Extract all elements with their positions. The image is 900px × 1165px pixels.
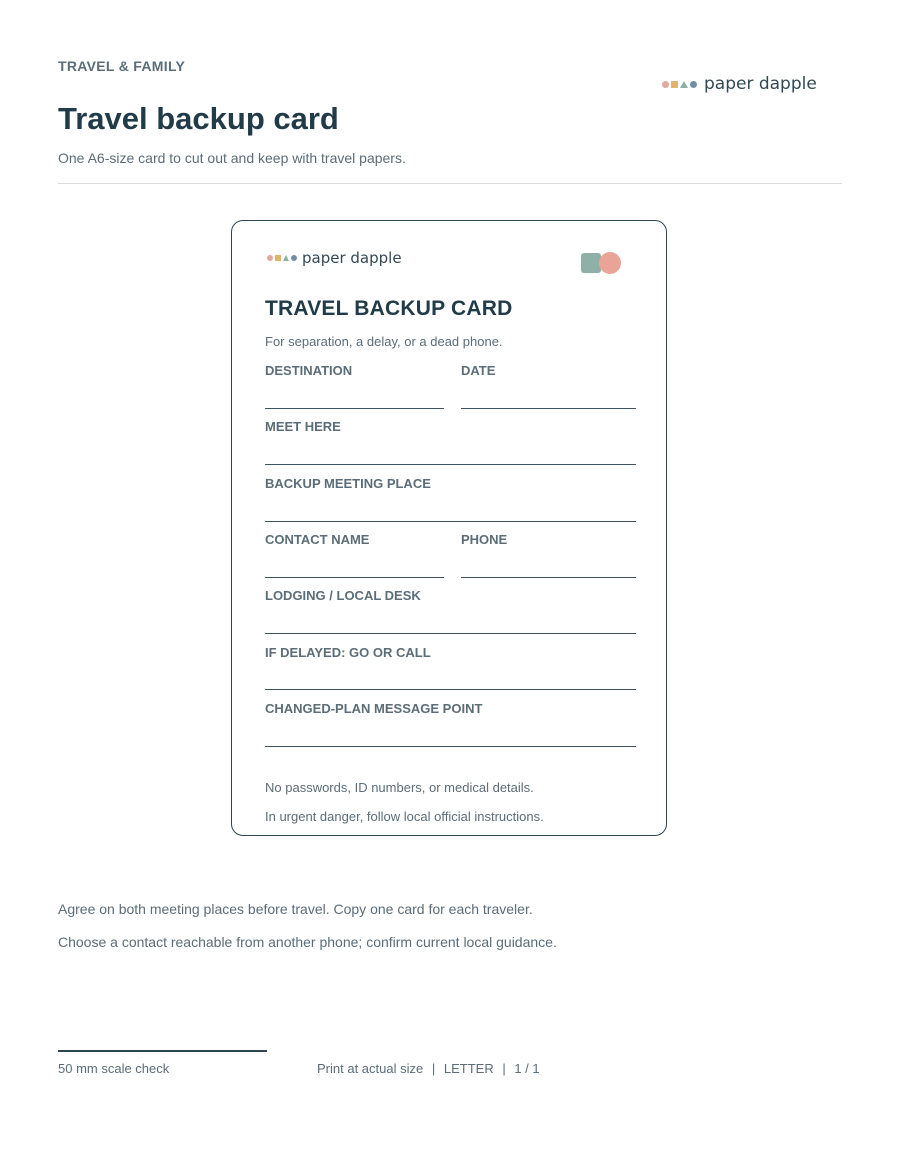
contact-name-label: CONTACT NAME bbox=[265, 532, 370, 547]
backup-meeting-place-line bbox=[265, 521, 636, 522]
contact-name-line bbox=[265, 577, 444, 578]
if-delayed-label: IF DELAYED: GO OR CALL bbox=[265, 645, 431, 660]
date-label: DATE bbox=[461, 363, 496, 378]
meet-here-line bbox=[265, 464, 636, 465]
print-info: Print at actual size | LETTER | 1 / 1 bbox=[317, 1061, 540, 1076]
backup-meeting-place-label: BACKUP MEETING PLACE bbox=[265, 476, 431, 491]
phone-label: PHONE bbox=[461, 532, 508, 547]
paper-size: LETTER bbox=[443, 1061, 494, 1076]
card-title: TRAVEL BACKUP CARD bbox=[265, 297, 513, 320]
brand-logo bbox=[662, 74, 817, 94]
card-note-privacy: No passwords, ID numbers, or medical details. bbox=[265, 780, 534, 795]
lodging-label: LODGING / LOCAL DESK bbox=[265, 588, 421, 603]
page-number: 1 / 1 bbox=[514, 1061, 540, 1076]
card-note-danger: In urgent danger, follow local official instructions. bbox=[265, 809, 544, 824]
date-line bbox=[461, 408, 636, 409]
if-delayed-line bbox=[265, 689, 636, 690]
eyebrow-label: TRAVEL & FAMILY bbox=[58, 58, 186, 74]
card-mark-icon bbox=[581, 252, 623, 274]
print-note: Print at actual size bbox=[317, 1061, 424, 1076]
meet-here-label: MEET HERE bbox=[265, 419, 341, 434]
lodging-line bbox=[265, 633, 636, 634]
brand-name: paper dapple bbox=[704, 74, 817, 94]
destination-label: DESTINATION bbox=[265, 363, 353, 378]
card-subtitle: For separation, a delay, or a dead phone. bbox=[265, 334, 503, 349]
page-title: Travel backup card bbox=[58, 101, 339, 136]
instruction-line-2: Choose a contact reachable from another phone; confirm current local guidance. bbox=[58, 934, 557, 950]
page-subtitle: One A6-size card to cut out and keep with travel papers. bbox=[58, 150, 406, 166]
card-brand-name: paper dapple bbox=[302, 249, 402, 267]
card-brand-logo bbox=[267, 249, 402, 267]
scale-check-label: 50 mm scale check bbox=[58, 1061, 170, 1076]
logo-shapes-icon bbox=[267, 255, 297, 261]
travel-backup-card bbox=[231, 220, 667, 836]
phone-line bbox=[461, 577, 636, 578]
header-divider bbox=[58, 183, 842, 184]
logo-shapes-icon bbox=[662, 81, 697, 88]
destination-line bbox=[265, 408, 444, 409]
instruction-line-1: Agree on both meeting places before travel. Copy one card for each traveler. bbox=[58, 901, 533, 917]
changed-plan-label: CHANGED-PLAN MESSAGE POINT bbox=[265, 701, 483, 716]
scale-check-bar bbox=[58, 1050, 267, 1052]
changed-plan-line bbox=[265, 746, 636, 747]
